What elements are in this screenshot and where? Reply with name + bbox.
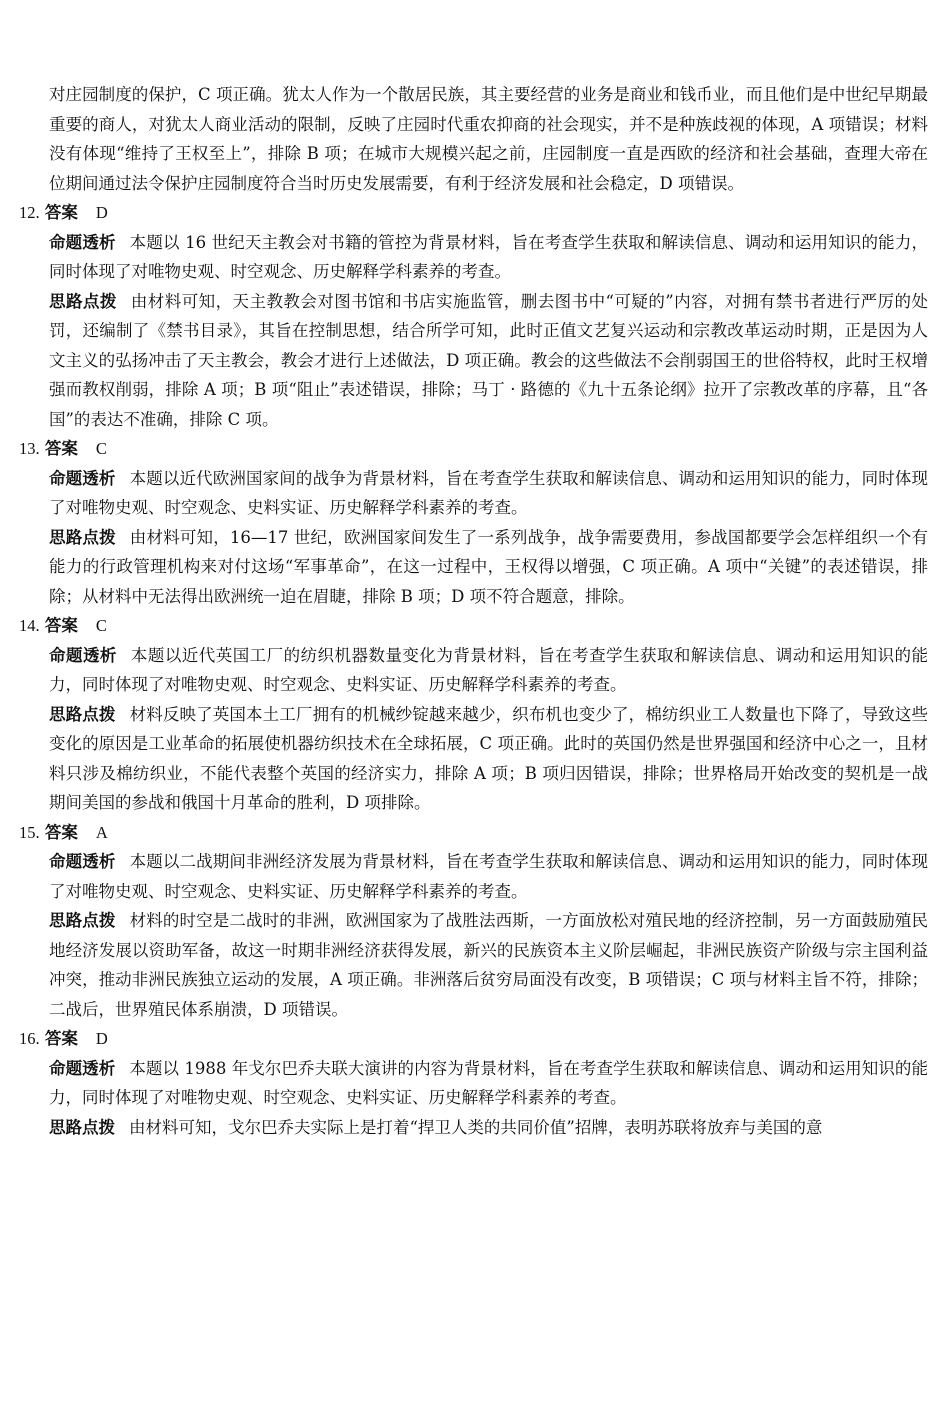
answer-label: 答案 — [44, 439, 78, 458]
question-13-hint — [49, 523, 928, 612]
hint-label: 思路点拨 — [49, 911, 116, 930]
hint-text: 由材料可知，戈尔巴乔夫实际上是打着“捍卫人类的共同价值”招牌，表明苏联将放弃与美国的意 — [129, 1117, 823, 1137]
question-16-analysis — [49, 1054, 928, 1113]
answer-value: C — [95, 616, 107, 635]
answer-value: C — [95, 439, 107, 458]
question-16-block — [19, 1024, 929, 1142]
question-number: 13. — [19, 439, 40, 458]
question-13-answer-line — [19, 434, 928, 464]
analysis-label: 命题透析 — [49, 468, 116, 488]
question-12-hint — [49, 287, 928, 435]
question-15-hint — [49, 906, 928, 1024]
question-13-block — [19, 434, 929, 611]
answer-label: 答案 — [44, 616, 78, 635]
hint-text: 由材料可知，天主教教会对图书馆和书店实施监管，删去图书中“可疑的”内容，对拥有禁书者进行严厉的处罚，还编制了《禁书目录》，其旨在控制思想，结合所学可知，此时正值文艺复兴运动和宗教改革运动时期，正是因为人文主义的弘扬冲击了天主教会，教会才进行上述做法，D 项正确。教会的这些做法不会削弱国王的世俗特权，此时王权增强而教权削弱，排除 A 项；B 项“阻止”表述错误，排除；马丁 · 路德的《九十五条论纲》拉开了宗教改革的序幕，且“各国”的表达不准确，排除 C 项。 — [49, 291, 929, 429]
question-number: 16. — [19, 1029, 40, 1048]
question-14-hint — [49, 700, 928, 818]
analysis-label: 命题透析 — [49, 232, 116, 252]
analysis-text: 本题以近代欧洲国家间的战争为背景材料，旨在考查学生获取和解读信息、调动和运用知识的能力，同时体现了对唯物史观、时空观念、史料实证、历史解释学科素养的考查。 — [49, 468, 929, 517]
analysis-text: 本题以 1988 年戈尔巴乔夫联大演讲的内容为背景材料，旨在考查学生获取和解读信息、调动和运用知识的能力，同时体现了对唯物史观、时空观念、史料实证、历史解释学科素养的考查。 — [49, 1058, 929, 1107]
question-12-block — [19, 198, 929, 434]
question-12-answer-line — [19, 198, 928, 228]
answer-value: D — [95, 203, 108, 222]
question-14-block — [19, 611, 929, 818]
answer-label: 答案 — [44, 1029, 78, 1048]
hint-label: 思路点拨 — [49, 527, 116, 547]
question-16-hint — [49, 1113, 928, 1143]
answer-label: 答案 — [44, 822, 78, 842]
question-15-block — [19, 818, 929, 1025]
analysis-text: 本题以 16 世纪天主教会对书籍的管控为背景材料，旨在考查学生获取和解读信息、调动和运用知识的能力，同时体现了对唯物史观、时空观念、历史解释学科素养的考查。 — [49, 232, 928, 281]
analysis-label: 命题透析 — [49, 645, 117, 665]
analysis-label: 命题透析 — [49, 852, 116, 871]
question-number: 15. — [19, 822, 40, 842]
question-15-answer-line — [19, 818, 928, 848]
answer-value: D — [95, 1029, 108, 1048]
hint-label: 思路点拨 — [49, 291, 117, 311]
continued-text: 对庄园制度的保护，C 项正确。犹太人作为一个散居民族，其主要经营的业务是商业和钱币业，而且他们是中世纪早期最重要的商人，对犹太人商业活动的限制，反映了庄园时代重农抑商的社会现实，并不是种族歧视的体现，A 项错误；材料没有体现“维持了王权至上”，排除 B 项；在城市大规模兴起之前，庄园制度一直是西欧的经济和社会基础，查理大帝在位期间通过法令保护庄园制度符合当时历史发展需要，有利于经济发展和社会稳定，D 项错误。 — [49, 85, 928, 193]
hint-text: 由材料可知，16—17 世纪，欧洲国家间发生了一系列战争，战争需要费用，参战国都要学会怎样组织一个有能力的行政管理机构来对付这场“军事革命”，在这一过程中，王权得以增强，C 项正确。A 项中“关键”的表述错误，排除；从材料中无法得出欧洲统一迫在眉睫，排除 B 项；D 项不符合题意，排除。 — [49, 527, 928, 606]
question-12-analysis — [49, 228, 928, 287]
question-number: 14. — [19, 616, 40, 635]
hint-text: 材料的时空是二战时的非洲，欧洲国家为了战胜法西斯，一方面放松对殖民地的经济控制，另一方面鼓励殖民地经济发展以资助军备，故这一时期非洲经济获得发展，新兴的民族资本主义阶层崛起，非洲民族资产阶级与宗主国利益冲突，推动非洲民族独立运动的发展，A 项正确。非洲落后贫穷局面没有改变，B 项错误；C 项与材料主旨不符，排除；二战后，世界殖民体系崩溃，D 项错误。 — [49, 911, 929, 1019]
continued-paragraph — [49, 80, 928, 198]
hint-label: 思路点拨 — [49, 704, 116, 724]
answer-label: 答案 — [44, 203, 78, 222]
hint-text: 材料反映了英国本土工厂拥有的机械纱锭越来越少，织布机也变少了，棉纺织业工人数量也下降了，导致这些变化的原因是工业革命的拓展使机器纺织技术在全球拓展，C 项正确。此时的英国仍然是世界强国和经济中心之一，且材料只涉及棉纺织业，不能代表整个英国的经济实力，排除 A 项；B 项归因错误，排除；世界格局开始改变的契机是一战期间美国的参战和俄国十月革命的胜利，D 项排除。 — [49, 704, 929, 812]
analysis-text: 本题以近代英国工厂的纺织机器数量变化为背景材料，旨在考查学生获取和解读信息、调动和运用知识的能力，同时体现了对唯物史观、时空观念、史料实证、历史解释学科素养的考查。 — [49, 645, 929, 694]
question-13-analysis — [49, 464, 928, 523]
question-14-answer-line — [19, 611, 928, 641]
answer-value: A — [95, 822, 108, 842]
question-16-answer-line — [19, 1024, 928, 1054]
question-number: 12. — [19, 203, 40, 222]
analysis-text: 本题以二战期间非洲经济发展为背景材料，旨在考查学生获取和解读信息、调动和运用知识的能力，同时体现了对唯物史观、时空观念、史料实证、历史解释学科素养的考查。 — [49, 852, 929, 901]
question-15-analysis — [49, 847, 928, 906]
question-14-analysis — [49, 641, 928, 700]
analysis-label: 命题透析 — [49, 1058, 116, 1078]
hint-label: 思路点拨 — [49, 1117, 115, 1137]
